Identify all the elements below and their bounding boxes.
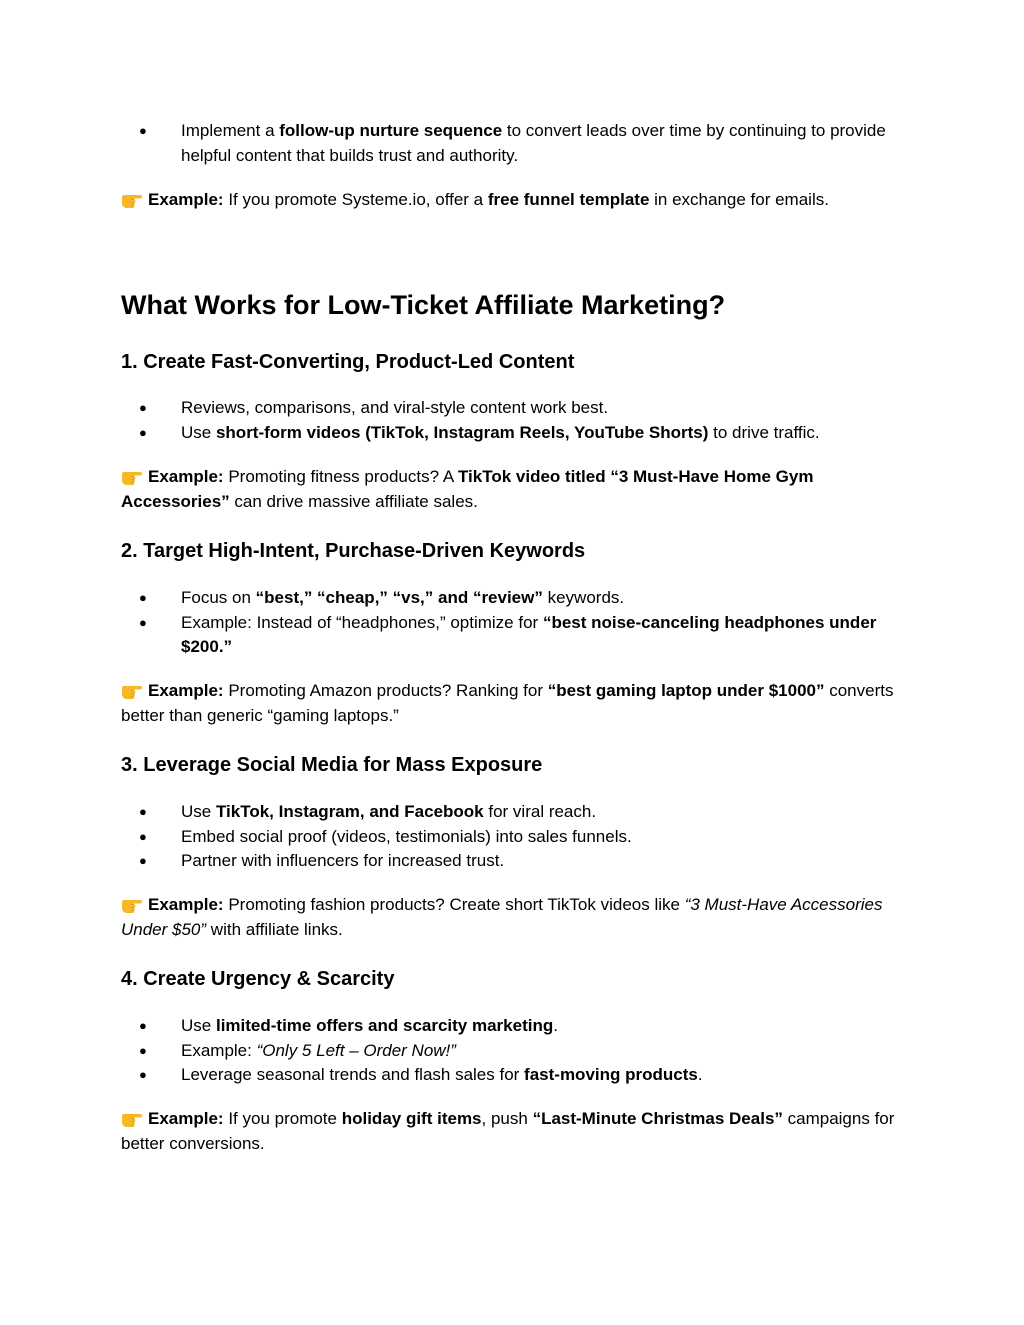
list-item: ● Use TikTok, Instagram, and Facebook for viral reach. [121,800,901,825]
bullet-icon: ● [139,828,147,844]
bullet-icon: ● [139,804,147,819]
pointing-hand-right-icon [121,190,143,208]
list-item: ● Embed social proof (videos, testimonials) into sales funnels. [121,825,901,850]
list-item: ● Example: “Only 5 Left – Order Now!” [121,1039,901,1064]
pointing-hand-right-icon [121,1109,143,1127]
pointing-hand-right-icon [121,681,143,699]
list-item: ● Partner with influencers for increased trust. [121,849,901,874]
list-item: ● Example: Instead of “headphones,” optimize for “best noise-canceling headphones under $200.” [139,612,877,656]
bullet-icon: ● [139,1067,147,1082]
list-item: ● Focus on “best,” “cheap,” “vs,” and “review” keywords. [121,586,901,611]
list-item: ● Use limited-time offers and scarcity marketing. [121,1014,901,1039]
section-bullet-list [121,396,901,445]
pointing-hand-right-icon [121,467,143,485]
page-heading: What Works for Low-Ticket Affiliate Marketing? [121,290,726,320]
section-example: Example: Promoting fitness products? A TikTok video titled “3 Must-Have Home Gym Accessories” can drive massive affiliate sales. [121,467,814,511]
section-example: Example: Promoting Amazon products? Ranking for “best gaming laptop under $1000” converts better than generic “gaming laptops.” [121,681,894,725]
section-bullet-list [121,586,901,660]
section-title: 1. Create Fast-Converting, Product-Led Content [121,351,575,373]
section-bullet-list [121,1014,901,1088]
section-title: 2. Target High-Intent, Purchase-Driven Keywords [121,540,586,562]
pointing-hand-right-icon [121,895,143,913]
bullet-icon: ● [139,614,147,630]
list-item: ● Reviews, comparisons, and viral-style content work best. [121,396,901,421]
bullet-icon: ● [139,1018,147,1033]
bullet-icon: ● [139,424,147,440]
bullet-icon: ● [139,853,147,868]
bullet-icon: ● [139,590,147,605]
bullet-icon: ● [139,400,147,415]
section-example: Example: If you promote holiday gift items, push “Last-Minute Christmas Deals” campaigns for better conversions. [121,1109,895,1153]
section-title: 4. Create Urgency & Scarcity [121,968,395,990]
bullet-icon: ● [139,123,147,138]
list-item: ● Use short-form videos (TikTok, Instagram Reels, YouTube Shorts) to drive traffic. [121,421,901,446]
section-bullet-list [121,800,901,874]
intro-example: Example: If you promote Systeme.io, offer a free funnel template in exchange for emails. [121,188,901,213]
bullet-icon: ● [139,1042,147,1058]
list-item: ● Leverage seasonal trends and flash sales for fast-moving products. [121,1063,901,1088]
list-item: ● Implement a follow-up nurture sequence to convert leads over time by continuing to provide helpful content that builds trust and authority. [139,121,886,165]
intro-bullet-list [121,119,901,168]
section-title: 3. Leverage Social Media for Mass Exposure [121,754,543,776]
section-example: Example: Promoting fashion products? Create short TikTok videos like “3 Must-Have Accessories Under $50” with affiliate links. [121,895,883,939]
